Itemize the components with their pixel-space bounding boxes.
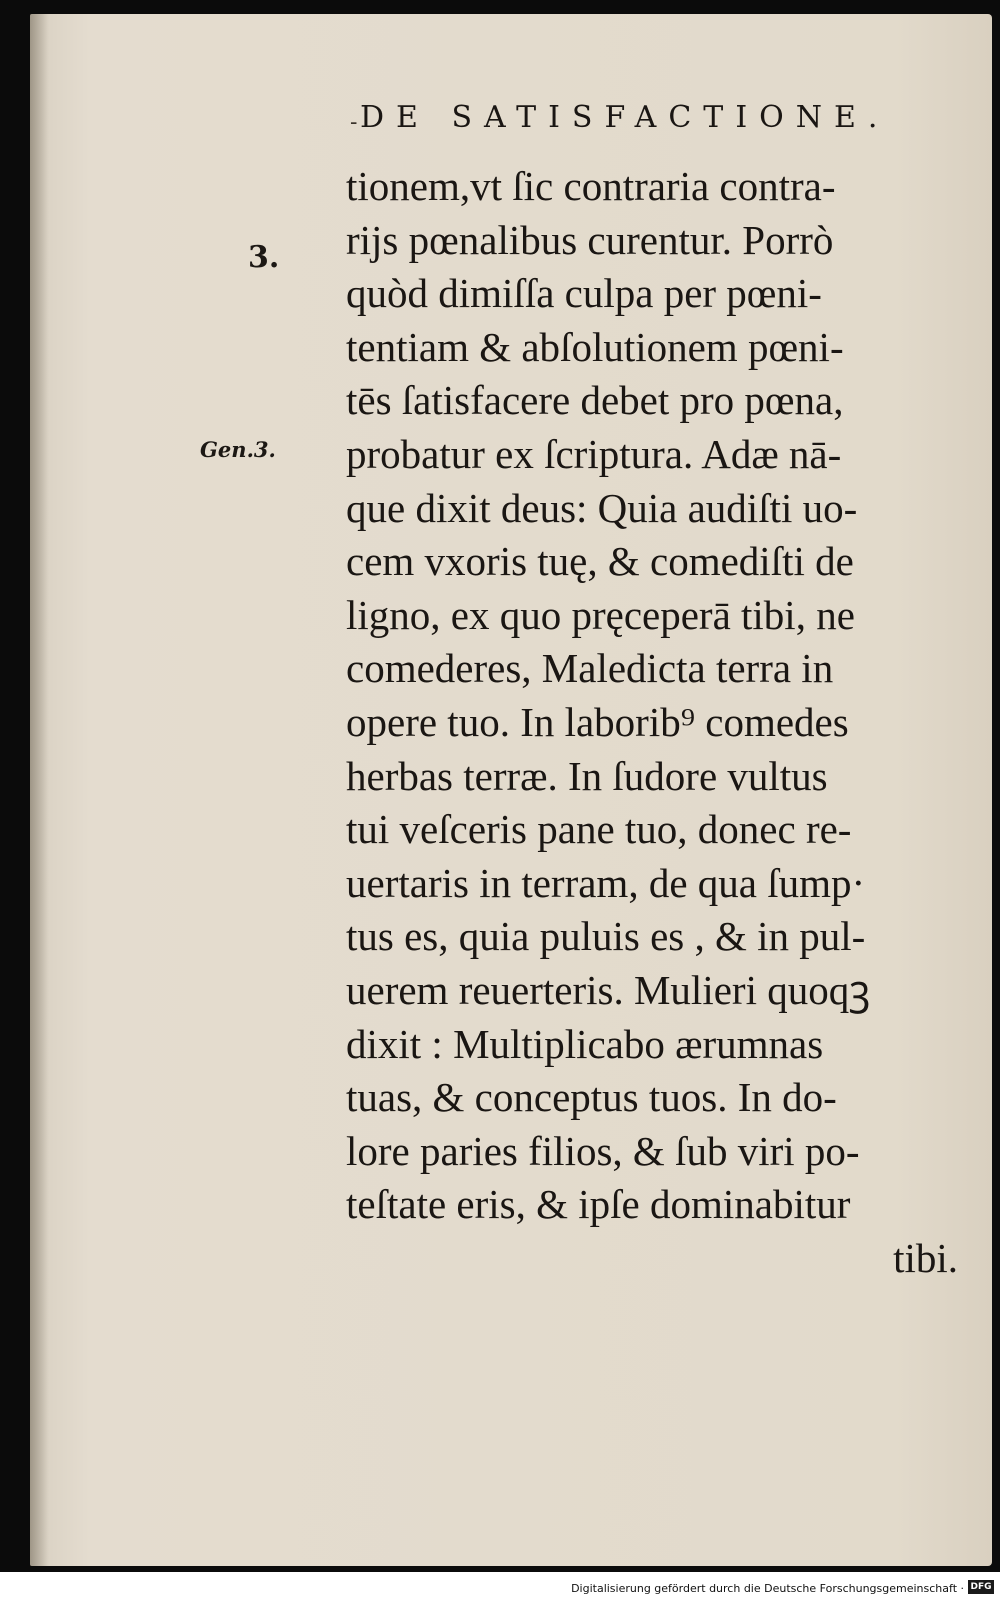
text-line: rijs pœnalibus curentur. Porrò — [346, 216, 834, 263]
text-line: teſtate eris, & ipſe dominabitur — [346, 1181, 851, 1228]
text-line: comederes, Maledicta terra in — [346, 645, 834, 692]
text-line: probatur ex ſcriptura. Adæ nā- — [346, 430, 842, 477]
text-line: tui veſceris pane tuo, donec re- — [346, 806, 852, 853]
text-line-last: tibi. — [893, 1234, 958, 1281]
running-head: DE SATISFACTIONE. — [360, 100, 890, 135]
text-line: dixit : Multiplicabo ærumnas — [346, 1020, 824, 1067]
text-line: ligno, ex quo pręceperā tibi, ne — [346, 591, 855, 638]
text-line: tionem,vt ſic contraria contra- — [346, 163, 836, 209]
running-head-mark: - — [350, 110, 358, 135]
text-line: tentiam & abſolutionem pœni- — [346, 323, 844, 370]
text-line: tus es, quia puluis es , & in pul- — [346, 913, 866, 960]
footer-bar — [0, 1572, 1000, 1603]
marginal-reference: Gen.3. — [200, 437, 276, 462]
text-line: cem vxoris tuę, & comediſti de — [346, 538, 854, 585]
text-line: que dixit deus: Quia audiſti uo- — [346, 484, 858, 531]
text-line: opere tuo. In laborib⁹ comedes — [346, 698, 849, 745]
text-line: tuas, & conceptus tuos. In do- — [346, 1074, 837, 1121]
text-line: lore paries filios, & ſub viri po- — [346, 1127, 860, 1174]
marginal-number: 3. — [248, 240, 280, 275]
text-line: uerem reuerteris. Mulieri quoqꝫ — [346, 966, 871, 1013]
dfg-logo: DFG — [968, 1580, 994, 1594]
funding-credit: Digitalisierung gefördert durch die Deutsche Forschungsgemeinschaft · — [571, 1582, 964, 1595]
gutter-shadow — [30, 14, 48, 1566]
body-text — [346, 160, 966, 1285]
text-line: herbas terræ. In ſudore vultus — [346, 752, 828, 799]
text-line: uertaris in terram, de qua ſump· — [346, 859, 866, 906]
text-line: tēs ſatisfacere debet pro pœna, — [346, 377, 844, 424]
text-line: quòd dimiſſa culpa per pœni- — [346, 270, 822, 317]
